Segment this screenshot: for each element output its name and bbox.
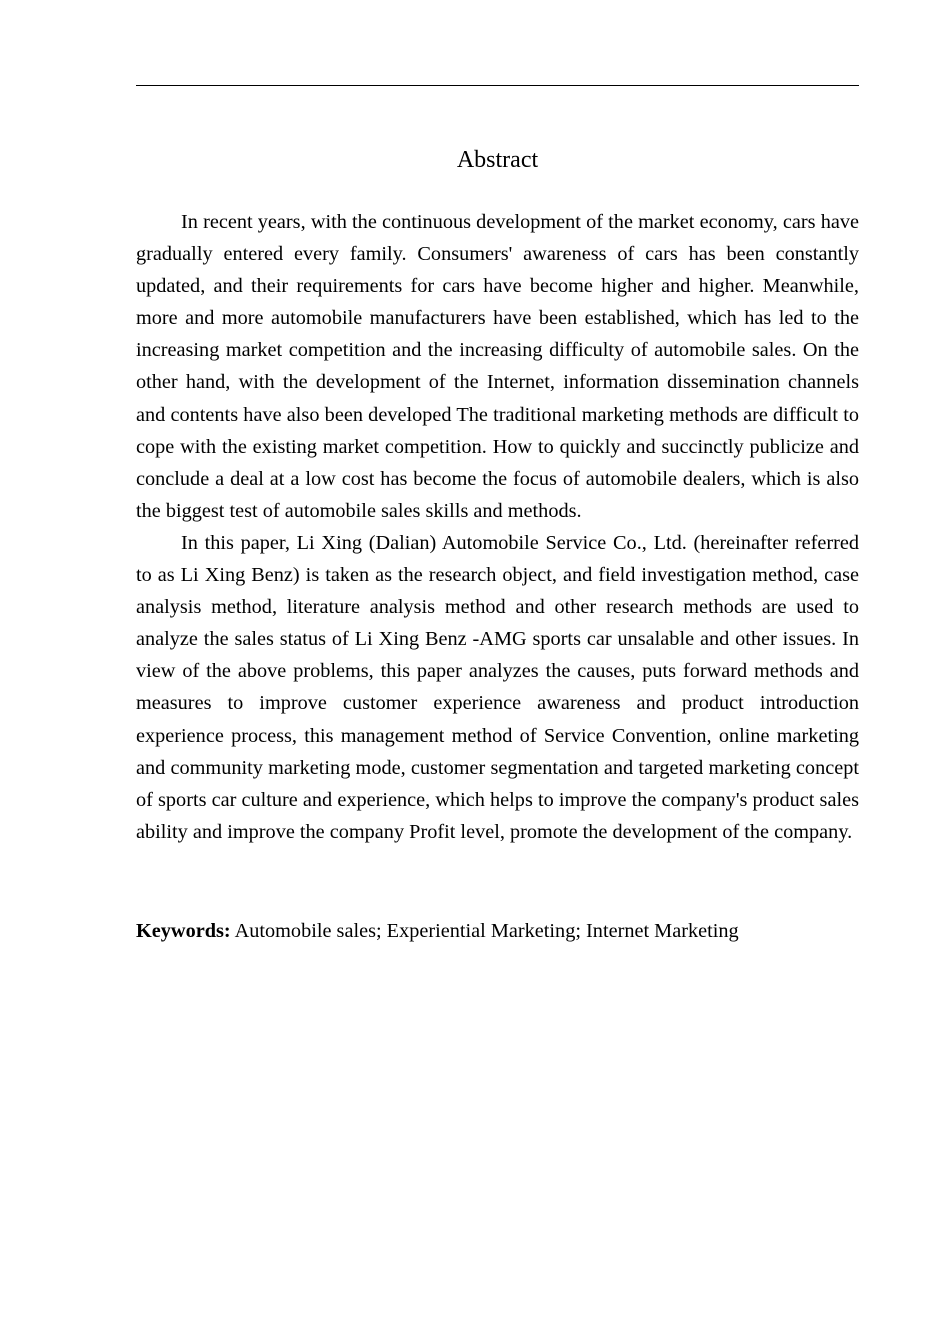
abstract-section — [136, 142, 859, 947]
abstract-paragraph-1: In recent years, with the continuous development of the market economy, cars have gradually entered every family. Consumers' awareness of cars has been constantly updated, and their requirements for cars have become higher and higher. Meanwhile, more and more automobile manufacturers have been established, which has led to the increasing market competition and the increasing difficulty of automobile sales. On the other hand, with the development of the Internet, information dissemination channels and contents have also been developed The traditional marketing methods are difficult to cope with the existing market competition. How to quickly and succinctly publicize and conclude a deal at a low cost has become the focus of automobile dealers, which is also the biggest test of automobile sales skills and methods. — [136, 211, 859, 522]
abstract-body — [136, 206, 859, 848]
keywords-line — [136, 915, 859, 947]
header-rule — [136, 85, 859, 86]
keywords-label: Keywords: — [136, 919, 231, 942]
abstract-title: Abstract — [456, 147, 539, 173]
abstract-paragraph-2: In this paper, Li Xing (Dalian) Automobile Service Co., Ltd. (hereinafter referred to as Li Xing Benz) is taken as the research object, and field investigation method, case analysis method, literature analysis method and other research methods are used to analyze the sales status of Li Xing Benz -AMG sports car unsalable and other issues. In view of the above problems, this paper analyzes the causes, puts forward methods and measures to improve customer experience awareness and product introduction experience process, this management method of Service Convention, online marketing and community marketing mode, customer segmentation and targeted marketing concept of sports car culture and experience, which helps to improve the company's product sales ability and improve the company Profit level, promote the development of the company. — [136, 531, 859, 843]
keywords-text: Automobile sales; Experiential Marketing; Internet Marketing — [230, 919, 739, 942]
